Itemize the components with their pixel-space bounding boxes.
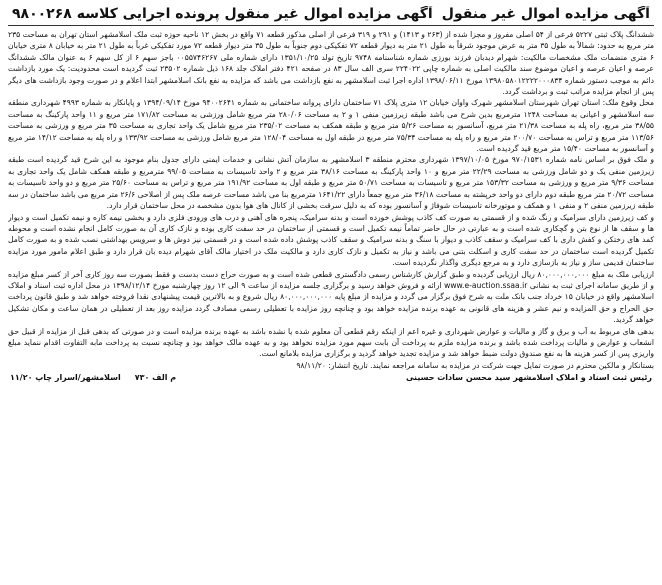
registry-signature: رئیس ثبت اسناد و املاک اسلامشهر سید محسن سادات حسینی	[405, 373, 652, 383]
paragraph-condition: و کف زیرزمین دارای سرامیک و رنگ شده و از قسمتی به صورت کف کاذب پوشش خورده است و بدنه سرامیک، پنجره های آهنی و درب های ورودی فلزی دارد و بخشی نیمه کاره و نیمه تکمیل است و دیوار ها و سقف ها از نوع بتن و گچکاری شده است و به عبارتی در حال حاضر تماماً نیمه تکمیل است و قسمتی از ساختمان در حد سفت کاری بوده و نازک کاری آن به صورت کامل انجام نشده است و محوطه کمد های رختکن و کفش داری با کف سرامیک و سقف کاذب و دیوار با سنگ و بدنه سرامیک و سقف کاذب پوشش داده شده است و در قسمتی نیز دوش ها و سرویس بهداشتی نصب شده و به صورت کامل تکمیل گردیده است ساختمان در حد سفت کاری و اسکلت بتنی می باشد و نیاز به تکمیل و نازک کاری دارد و مالکیت ملک در اختیار مالک آقای شهرام دیده بان قرار دارد و طبق اعلام مامور مورد مزایده ساختمان قدیمی ساز و نیاز به بازسازی دارد و به مرجع دیگری واگذار نگردیده است.	[8, 212, 654, 268]
print-info	[10, 373, 176, 382]
paragraph-building: و ملک فوق بر اساس نامه شماره ۹۷۰/۱۵۳۱ مورخ ۱۳۹۷/۱۰/۰۵ شهرداری محترم منطقه ۳ اسلامشهر به سازمان آتش نشانی و خدمات ایمنی دارای جدول بنام موجود به این شرح قید گردیده است طبقه زیرزمین منفی یک و دو شامل ورزشی به مساحت ۲۲/۲۹ متر مربع و ۱۰ واحد پارکینگ به مساحت ۳۸/۱۶ متر مربع و ۲ واحد تاسیسات به مساحت ۹۹/۰۵ مترمربع و طبقه همکف شامل یک واحد تجاری به مساحت ۹/۳۶ متر مربع و ورزشی به مساحت ۱۵۳/۳۲ متر مربع و تاسیسات به مساحت ۵۰/۷۱ متر مربع و طبقه اول به مساحت ۱۹۱/۹۲ متر مربع و تراس به مساحت ۲۵/۶۰ متر مربع و دو واحد تاسیسات به مساحت ۲۰/۷۲ متر مربع طبقه دوم دارای دو واحد خرپشته به مساحت ۳۶/۱۸ متر مربع جمعاً دارای ۱۶۴۱/۲۲ مترمربع بنا می باشد مساحت عرصه ملک پس از اصلاحی ۲۶/۶ متر مربع می باشد ساختمان در سه طبقه زیرزمین منفی ۲ و منفی ۱ و همکف و موتورخانه تاسیسات شوفاژ و آسانسور بوده که به دلیل سرقت بخشی از کانال های هوا بدون مشخصه در محل ساختمان قرار دارد.	[8, 155, 654, 211]
paragraph-debts: بدهی های مربوط به آب و برق و گاز و مالیات و عوارض شهرداری و غیره اعم از اینکه رقم قطعی آن معلوم شده یا نشده باشد به عهده برنده مزایده است و در صورتی که بدهی قبل از مزایده از قبیل حق انشعاب و عوارض و مالیات پرداخت شده باشد و برنده مزایده ملزم به پرداخت آن بابت سهم مورد مزایده نخواهد بود و به عهده مالک خواهد بود و چنانچه نسبت به پرداخت مابه التفاوت اقدام ننماید مبلغ واریزی پس از کسر هزینه ها به نفع صندوق دولت ضبط خواهد شد و مزایده تجدید خواهد گردید و برگزاری مزایده بلامانع است.	[8, 326, 654, 359]
notice-header	[8, 6, 654, 26]
auction-notice	[8, 6, 654, 571]
notice-footer	[8, 373, 654, 382]
notice-body	[8, 29, 654, 371]
notice-title: آگهی مزایده اموال غیر منقول	[441, 6, 650, 22]
paragraph-valuation: ارزیابی ملک به مبلغ ۸۰,۰۰۰,۰۰۰,۰۰۰ ریال ارزیابی گردیده و طبق گزارش کارشناس رسمی دادگستری قطعی شده است و به صورت حراج دست بدست و فقط بصورت سه روز کاری آخر از کسر مبلغ مزایده و از طریق سامانه اجرای ثبت به نشانی www.e-auction.ssaa.ir ارائه و فروش خواهد رسید و برگزاری جلسه مزایده از ساعت ۹ الی ۱۲ روز چهارشنبه مورخ ۱۳۹۸/۱۲/۱۴ در محل اداره ثبت اسناد و املاک اسلامشهر واقع در خیابان ۱۵ خرداد جنب بانک ملت به شرح فوق برگزار می گردد و مزایده از مبلغ پایه ۸۰,۰۰۰,۰۰۰,۰۰۰ ریال شروع و به بالاترین قیمت پیشنهادی نقدا فروخته خواهد شد و طبق قانون پرداخت حق الحراج و حق المزایده و نیم عشر و هزینه های قانونی به عهده برنده مزایده خواهد بود و چنانچه روز مزایده با تعطیلی رسمی مصادف گردد مزایده روز بعد از تعطیلی در همان ساعت و مکان تشکیل خواهد گردید.	[8, 269, 654, 325]
paragraph-closing: بستانکار و مالکین محترم در صورت تمایل جهت شرکت در مزایده به سامانه مراجعه نمایند. تاریخ انتشار: ۹۸/۱۱/۲۰	[296, 360, 654, 370]
print-date: اسلامشهر/اسرار چاپ ۱۱/۲۰	[10, 373, 121, 383]
notice-code: م الف ۷۳۰	[134, 373, 177, 383]
paragraph-location: محل وقوع ملک: استان تهران شهرستان اسلامشهر شهرک واوان خیابان ۱۲ متری پلاک ۷۱ ساختمان دارای پروانه ساختمانی به شماره ۹۴۰۰۲۶۴۱ مورخ ۱۳۹۴/۰۹/۱۴ و پایانکار به شماره ۴۹۹۳ شهرداری منطقه سه اسلامشهر و اعیانی به مساحت ۱۲۴۸ مترمربع بدین شرح می باشد طبقه زیرزمین منفی ۱ و ۲ به مساحت ۲۸۰/۰۶ متر مربع شامل ورزشی به مساحت ۱۷۱/۸۲ متر مربع و ۱۱ واحد پارکینگ به مساحت ۳۸/۵۵ متر مربع، راه پله به مساحت ۲۱/۳۸ متر مربع، آسانسور به مساحت ۵/۲۶ متر مربع و طبقه همکف به مساحت ۲۳۵/۰۲ متر مربع شامل یک واحد تجاری به مساحت ۳۵ متر مربع و ورزشی به مساحت ۱۱۳/۵۶ متر مربع و تراس به مساحت ۲۰۰/۷۰ متر مربع و راه پله به مساحت ۷۵/۳۴ متر مربع در طبقه اول به مساحت ۱۲۸/۰۴ متر مربع شامل ورزشی به مساحت ۱۳۳/۹۲ و راه پله به مساحت ۱۴/۱۲ متر مربع و آسانسور به مساحت ۱۵/۴۰ متر مربع قید گردیده است.	[8, 98, 654, 154]
paragraph-property: ششدانگ پلاک ثبتی ۵۲۲۷ فرعی از ۵۴ اصلی مفروز و مجزا شده از (۲۶۳ و ۱۴۱۳) و ۲۹۱ و ۳۱۹ فرعی از اصلی مذکور قطعه ۷۱ واقع در بخش ۱۲ ناحیه حوزه ثبت ملک اسلامشهر استان تهران به مساحت ۲۳۵ متر مربع به حدود: شمالاً به طول ۳۵ متر به عرض موجود شرقاً به طول ۲۱ متر به دیوار قطعه ۷۲ تفکیکی دوم جنوباً به طول ۳۵ متر دیوار قطعه ۷۲ مورد تفکیکی غرباً به طول ۲۱ متر به خیابان ۸ متری خیابان ۶ متری منضمات ملک مشخصات مالکیت: شهرام دیدبان فرزند بورزی شماره شناسنامه ۹۷۴۸ تاریخ تولد ۱۳۵۱/۱۰/۲۵ دارای شماره ملی ۰۰۵۵۷۴۶۲۶۷ باجز سهم ۶ از کل سهم ۶ به عنوان مالک ششدانگ عرصه و اعیان عرصه و اعیان موضوع سند مالکیت اصلی به شماره چاپی ۲۲۴۰۲۲ سری الف سال ۸۳ در صفحه ۴۲۱ دفتر املاک جلد ۱۶۸ ذیل شماره ۲۳۵۰۲ ثبت گردیده است محدودیت: یک مورد بازداشت دائم به موجب دستور شماره ۱۳۹۸۰۵۸۰۱۲۲۲۲۰۰۰۸۳۴ مورخ ۱۳۹۸/۰۶/۱۱ اداره اجرا ثبت اسلامشهر به نفع بازداشت می باشد که مزایده به نفع بانک اسلامشهر ابتدا اعلام و در صورت وجود بازداشت های دیگر پس از انجام مزایده مراتب ثبت و برداشت گردد.	[8, 30, 654, 97]
case-file-title: آگهی مزایده اموال غیر منقول پرونده اجرایی کلاسه ۹۸۰۰۲۶۸	[12, 6, 433, 22]
